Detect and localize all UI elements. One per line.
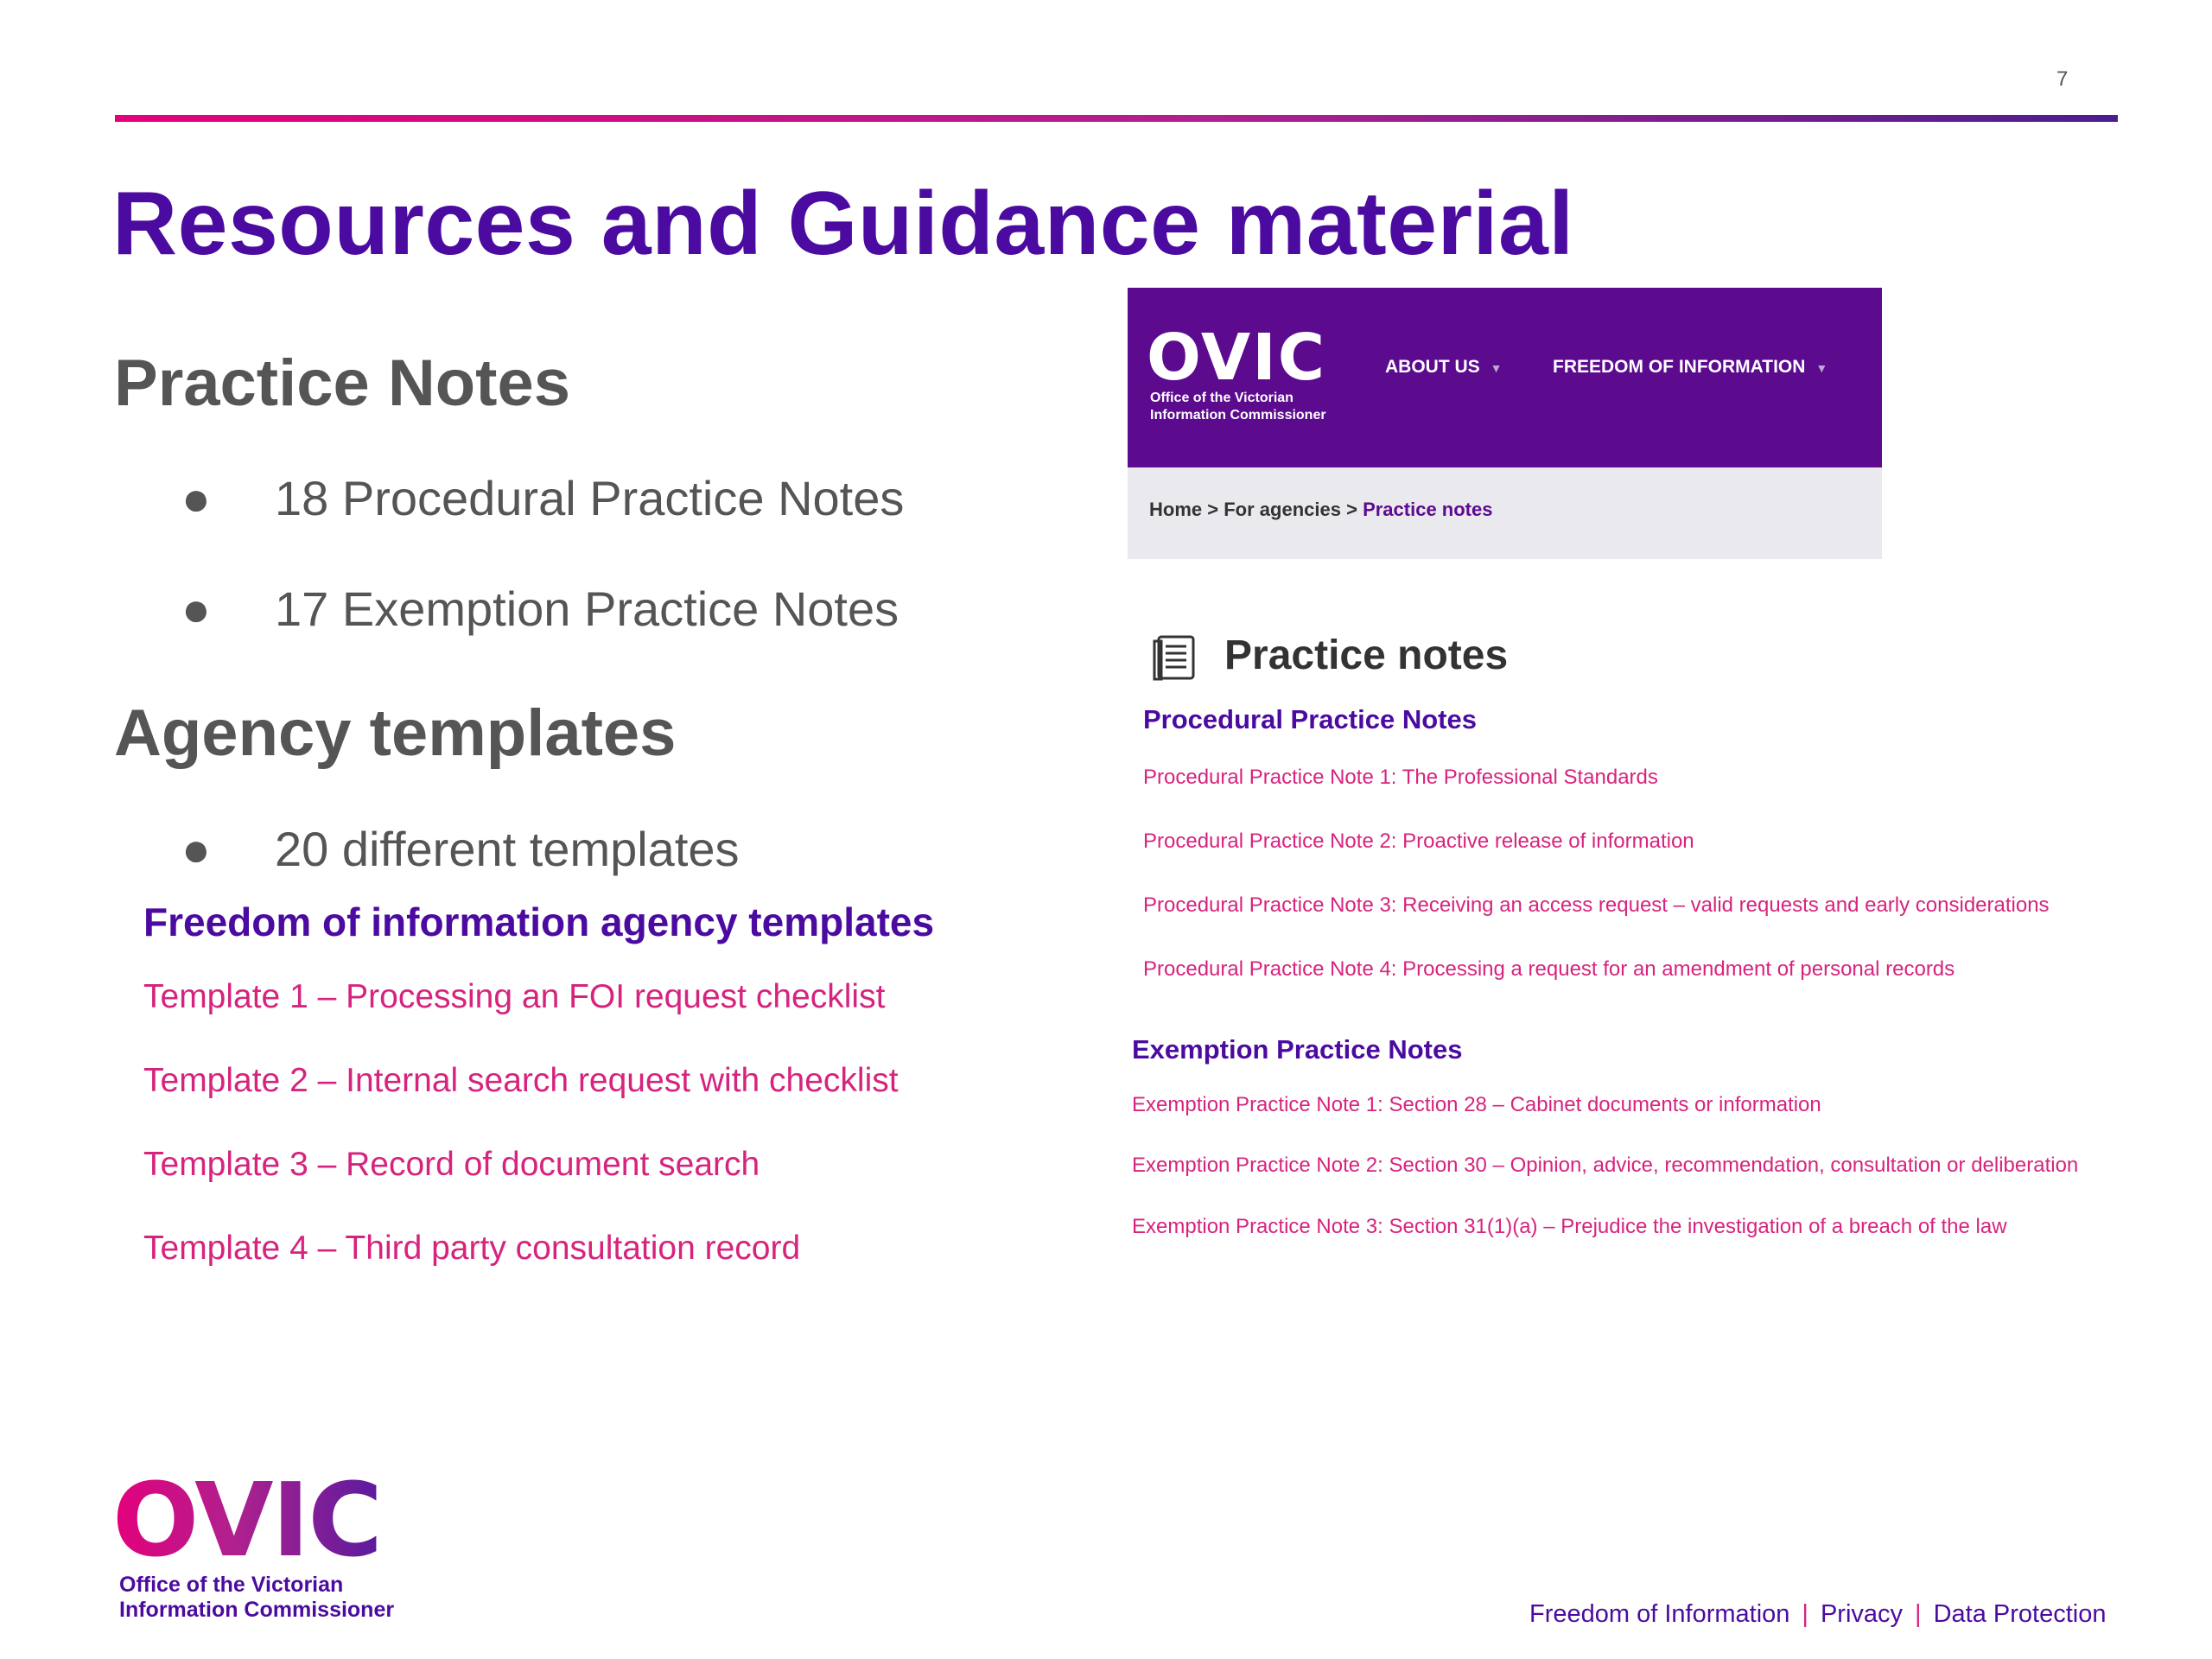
- bullet-icon: ●: [181, 471, 211, 525]
- breadcrumb-current: Practice notes: [1363, 499, 1493, 520]
- exemption-heading: Exemption Practice Notes: [1132, 1034, 1463, 1065]
- bullet-icon: ●: [181, 822, 211, 876]
- footer-separator: |: [1915, 1600, 1922, 1628]
- breadcrumb-bar: [1128, 467, 1882, 559]
- exemption-note-link-3[interactable]: Exemption Practice Note 3: Section 31(1)(a) – Prejudice the investigation of a breach of the law: [1132, 1215, 2007, 1238]
- practice-notes-heading: Practice Notes: [114, 346, 571, 420]
- procedural-note-link-1[interactable]: Procedural Practice Note 1: The Professional Standards: [1143, 766, 1658, 789]
- breadcrumb-separator: >: [1346, 499, 1357, 520]
- ovic-logo-subtitle: Office of the Victorian Information Commissioner: [119, 1573, 395, 1622]
- document-icon: [1152, 633, 1200, 682]
- site-logo-subtitle: Office of the Victorian Information Commissioner: [1150, 391, 1326, 423]
- procedural-note-link-3[interactable]: Procedural Practice Note 3: Receiving an access request – valid requests and early considerations: [1143, 893, 2050, 917]
- footer-links: [1529, 1600, 2106, 1629]
- top-divider: [115, 115, 2118, 122]
- procedural-note-link-4[interactable]: Procedural Practice Note 4: Processing a request for an amendment of personal records: [1143, 957, 1955, 981]
- slide-title: Resources and Guidance material: [112, 174, 1574, 274]
- agency-templates-heading: Agency templates: [114, 696, 677, 770]
- website-screenshot: [1128, 288, 2113, 1290]
- template-links: [143, 978, 899, 1313]
- site-page-title: Practice notes: [1224, 632, 1509, 678]
- breadcrumb-for-agencies[interactable]: For agencies: [1224, 499, 1341, 520]
- breadcrumb: [1149, 499, 1492, 521]
- foi-templates-heading: Freedom of information agency templates: [143, 899, 935, 944]
- footer-link-data-protection[interactable]: Data Protection: [1933, 1600, 2107, 1628]
- page-number: 7: [2056, 67, 2069, 91]
- breadcrumb-separator: >: [1207, 499, 1219, 520]
- template-link-2[interactable]: Template 2 – Internal search request with checklist: [143, 1062, 899, 1099]
- breadcrumb-home[interactable]: Home: [1149, 499, 1203, 520]
- template-link-4[interactable]: Template 4 – Third party consultation record: [143, 1230, 801, 1267]
- footer-link-foi[interactable]: Freedom of Information: [1529, 1600, 1790, 1628]
- bullet-icon: ●: [181, 582, 211, 636]
- exemption-note-link-1[interactable]: Exemption Practice Note 1: Section 28 – Cabinet documents or information: [1132, 1093, 1821, 1116]
- nav-about-us[interactable]: ABOUT US ▼: [1385, 357, 1503, 377]
- procedural-heading: Procedural Practice Notes: [1143, 704, 1477, 734]
- template-link-1[interactable]: Template 1 – Processing an FOI request checklist: [143, 978, 886, 1015]
- chevron-down-icon: ▼: [1815, 361, 1828, 375]
- site-logo[interactable]: OVIC: [1147, 321, 1327, 395]
- template-link-3[interactable]: Template 3 – Record of document search: [143, 1146, 760, 1183]
- footer-separator: |: [1802, 1600, 1808, 1628]
- nav-freedom-of-information[interactable]: FREEDOM OF INFORMATION ▼: [1553, 357, 1828, 377]
- footer-link-privacy[interactable]: Privacy: [1820, 1600, 1904, 1628]
- ovic-logo: OVIC: [112, 1460, 381, 1580]
- exemption-note-link-2[interactable]: Exemption Practice Note 2: Section 30 – Opinion, advice, recommendation, consultation or deliberation: [1132, 1154, 2079, 1177]
- procedural-note-link-2[interactable]: Procedural Practice Note 2: Proactive release of information: [1143, 830, 1694, 853]
- site-header: [1128, 288, 1882, 467]
- chevron-down-icon: ▼: [1490, 361, 1503, 375]
